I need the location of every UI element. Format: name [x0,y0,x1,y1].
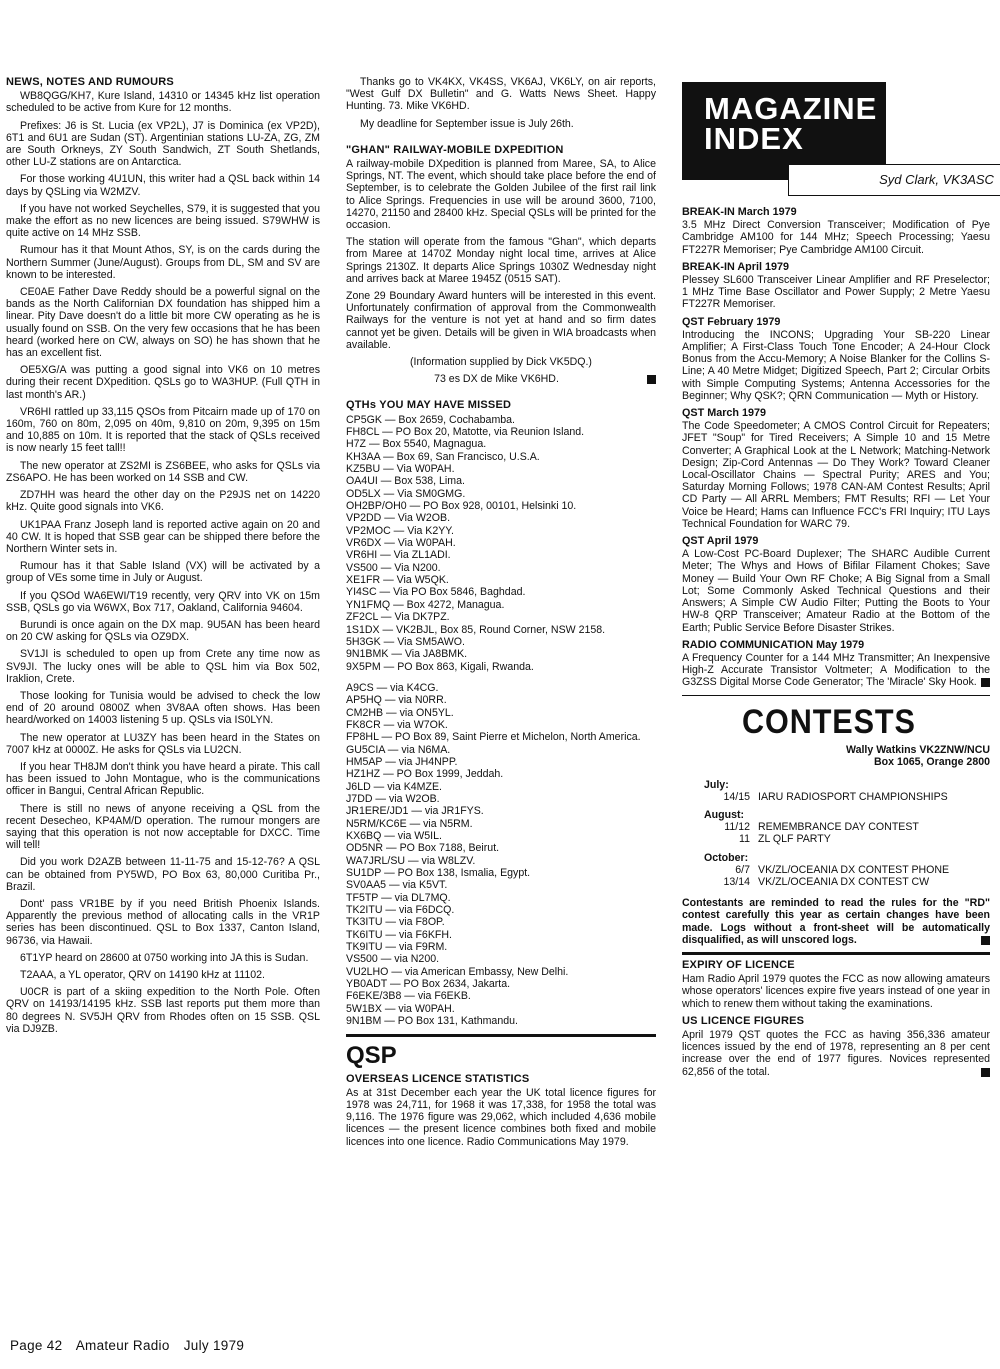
index-entry-heading: BREAK-IN April 1979 [682,260,789,273]
qth-item: YN1FMQ — Box 4272, Managua. [346,598,505,611]
qth-item: F6EKE/3B8 — via F6EKB. [346,990,471,1003]
paragraph: Burundi is once again on the DX map. 9U5AN has been heard on 20 CW asking for QSLs via OZ9DX. [6,618,320,644]
paragraph: 6T1YP heard on 28600 at 0750 working into JA this is Sudan. [20,951,309,964]
index-entry-text: 3.5 MHz Direct Conversion Transceiver; Modification of Pye Cambridge AM100 for 144 MHz; Speech Processing; Yaesu FT227R Memoriser; Pye Cambridge AM100 Circuit. [682,219,990,256]
contest-note: Contestants are reminded to read the rules for the "RD" contest carefully this year as certain changes have been made. Logs without a front-sheet will be automatically disqualified, as will unscored logs. [682,897,990,946]
qth-item: ZF2CL — Via DK7PZ. [346,611,450,624]
paragraph: Thanks go to VK4KX, VK4SS, VK6AJ, VK6LY, on air reports, "West Gulf DX Bulletin" and G. Watts News Sheet. Happy Hunting. 73. Mike VK6HD. [346,76,656,113]
qth-item: J7DD — via W2OB. [346,792,440,805]
paragraph: Those looking for Tunisia would be advised to check the low end of 20 around 0800Z when 3V8AA often shows. Has been heard/worked on 14003 listening 5 up. QSLs via IS0LYN. [6,689,320,727]
qth-item: OH2BP/OH0 — PO Box 928, 00101, Helsinki 10. [346,500,577,513]
index-entry-heading: RADIO COMMUNICATION May 1979 [682,638,865,651]
contest-row [704,833,990,845]
paragraph: VR6HI rattled up 33,115 QSOs from Pitcairn made up of 170 on 160m, 760 on 80m, 2,095 on 40m, 9,810 on 20m, 9,395 on 15m and 10,885 on 10m. It is reported that the stack of QSLs received is now nearly 15 feet tall!! [6,405,320,455]
mag-title-line-2: INDEX [704,121,804,156]
qth-item: KZ5BU — Via W0PAH. [346,463,455,476]
qth-item: JR1ERE/JD1 — via JR1FYS. [346,805,484,818]
paragraph: Dont' pass VR1BE by if you need British Phoenix Islands. Apparently the previous method of allocating calls in the VR1P series has been discontinued. QSL to Box 1337, Canton Island, 96736, via Hawaii. [6,897,320,947]
footer-page: Page 42 [10,1338,63,1353]
qth-item: 1S1DX — VK2BJL, Box 85, Round Corner, NSW 2158. [346,623,606,636]
paragraph: Rumour has it that Sable Island (VX) will be activated by a group of VEs some time in July or August. [6,560,320,585]
qth-item: VP2DD — Via W2OB. [346,512,451,525]
contest-row [704,864,990,876]
contest-name: VK/ZL/OCEANIA DX CONTEST PHONE [758,863,950,876]
paragraph: ZD7HH was heard the other day on the P29JS net on 14220 kHz. Quite good signals into VK6. [6,489,320,514]
qth-list-1 [346,414,656,673]
end-mark-icon [981,936,990,945]
qth-item: N5RM/KC6E — via N5RM. [346,817,473,830]
paragraph: CE0AE Father Dave Reddy should be a powerful signal on the bands as the North Californian DX foundation has shipped him a linear. Pity Dave doesn't do a little bit more CW operating as he is usually found on SSB. On the very few occasions that he has been heard (worked here on CW, always on SO) he has shown that he has an excellent fist. [6,286,320,360]
contest-date: 11/12 [724,821,750,834]
qth-item: FP8HL — PO Box 89, Saint Pierre et Michelon, North America. [346,731,641,744]
qth-item: OA4UI — Box 538, Lima. [346,475,465,488]
paragraph: A railway-mobile DXpedition is planned from Maree, SA, to Alice Springs, NT. The event, which should take place before the end of September, is to celebrate the Golden Jubilee of the first rail link to Alice Springs. Frequencies in use will be around 3600, 7100, 14270, 21150 and 28400 kHz. Special QSLs will be printed for the occasion. [346,158,656,232]
qth-item: H7Z — Box 5540, Magnagua. [346,438,487,451]
qth-item: 9X5PM — PO Box 863, Kigali, Rwanda. [346,660,534,673]
paragraph: WB8QGG/KH7, Kure Island, 14310 or 14345 kHz list operation scheduled to be active from Kure for 12 months. [6,90,320,115]
index-entry-text: A Low-Cost PC-Board Duplexer; The SHARC Audible Current Meter; The Whys and Hows of Bifilar Filament Chokes; Save Money — Build Your Own RF Choke; A Big Signal from a Small Lot; Some Commonly Asked Technical Questions and their Answers; A Simple CW Audio Filter; Putting the Boots to Your HW-8 QRP Transceiver; Amateur Radio at the Bottom of the Earth; Public Service Before Disaster Strikes. [682,548,990,634]
qth-item: A9CS — via K4CG. [346,681,439,694]
info-line: (Information supplied by Dick VK5DQ.) [410,356,592,369]
qth-item: TF5TP — via DL7MQ. [346,891,451,904]
column-dx [346,76,656,1153]
news-paragraphs [6,90,320,1035]
qth-item: YI4SC — Via PO Box 5846, Baghdad. [346,586,526,599]
column-index [682,76,994,1083]
qth-item: FK8CR — via W7OK. [346,718,448,731]
contest-row [704,821,990,833]
signoff: 73 es DX de Mike VK6HD. [346,373,656,385]
qth-item: FH8CL — PO Box 20, Matotte, via Reunion Island. [346,426,585,439]
index-entry-text: The Code Speedometer; A CMOS Control Circuit for Repeaters; JFET "Soup" for Tired Receivers; A Simple 10 and 15 Metre Converter; A Graphical Look at the L Network; Matching-Network Design; Zip-Cord Antennas — Do They Work? Toward Cleaner Local-Oscillator Chains — Spectral Purity; ARES and You; Saturday Morning Follows; 1978 CAN-AM Contest Results; April CD Party — All ARRL Members; FMT Results; RFI — Let Your Voice be Heard; Hams can Influence FCC's FRI Inquiry; ITU Lays Technical Foundation for WARC 79. [682,420,990,530]
contest-name: REMEMBRANCE DAY CONTEST [758,821,919,834]
qth-item: VS500 — Via N200. [346,561,441,574]
paragraph: Zone 29 Boundary Award hunters will be interested in this event. Unfortunately confirmation of approval from the Commonwealth Railways for the venture is not yet at hand and so firm dates cannot yet be given. Details will be given in WIA broadcasts when available. [346,290,656,351]
footer-issue: July 1979 [183,1338,245,1353]
index-entry-text: A Frequency Counter for a 144 MHz Transmitter; An Inexpensive High-Z Accurate Transistor Voltmeter; A Modification to the G3ZSS Digital Morse Code Generator; The 'Miracle' Sky Hook. [682,651,990,689]
qth-list-2 [346,682,656,1028]
paragraph: T2AAA, a YL operator, QRV on 14190 kHz at 11102. [20,969,265,981]
qth-item: KH3AA — Box 69, San Francisco, U.S.A. [346,450,540,463]
contest-name: VK/ZL/OCEANIA DX CONTEST CW [758,875,930,888]
news-heading: NEWS, NOTES AND RUMOURS [6,76,174,88]
paragraph: If you hear TH8JM don't think you have heard a pirate. This call has been issued to John Montague, who is the communications officer in Bangui, Central African Republic. [6,760,320,798]
paragraph: The new operator at LU3ZY has been heard in the States on 7007 kHz at 0000Z. He asks for QSLs via LU2CN. [6,731,320,756]
expiry-heading: EXPIRY OF LICENCE [682,958,795,971]
qsp-title: QSP [346,1041,397,1069]
qth-item: TK2ITU — via F6DCQ. [346,904,455,917]
paragraph: My deadline for September issue is July 26th. [360,117,574,130]
paragraph: Prefixes: J6 is St. Lucia (ex VP2L), J7 is Dominica (ex VP2D), 6T1 and 6U1 are Sudan (ST). Argentinian stations LU-ZA, ZG, ZM are South Orkneys, ZY South Sandwich, ZT South Shetlands, other LU-Z stations are on Antarctica. [6,119,320,169]
qth-item: SU1DP — PO Box 138, Ismalia, Egypt. [346,867,531,880]
qth-item: 9N1BMK — Via JA8BMK. [346,648,468,661]
contest-name: ZL QLF PARTY [758,833,831,846]
paragraph: SV1JI is scheduled to open up from Crete any time now as SV9JI. The lucky ones will be able to QSL him via Box 502, Iraklion, Crete. [6,648,320,685]
qth-item: 5W1BX — via W0PAH. [346,1002,455,1015]
qth-item: WA7JRL/SU — via W8LZV. [346,854,476,867]
ghan-heading: "GHAN" RAILWAY-MOBILE DXPEDITION [346,143,564,156]
contest-schedule [682,779,990,889]
index-entry-text: Introducing the INCONS; Upgrading Your SB-220 Linear Amplifier; A First-Class Touch Tone Encoder; A 24-Hour Clock Bonus from the Accu-Memory; A Noise Blanker for the Collins S-Line; A 40 Metre Midget; Digitized Speech, Part 2; Circular Orbits with Simple Computing Systems; Antenna Accessories for the Beginner; Why QSK?; QRN Communication — Myth or History. [682,328,990,402]
ghan-paragraphs [346,158,656,351]
qth-item: HM5AP — via JH4NPP. [346,755,458,768]
index-entry-heading: BREAK-IN March 1979 [682,206,797,218]
contest-month: October: [704,851,749,864]
qth-item: VR6DX — Via W0PAH. [346,537,456,550]
qth-item: VP2MOC — Via K2YY. [346,524,454,537]
index-entry-heading: QST April 1979 [682,535,759,548]
paragraph: Did you work D2AZB between 11-11-75 and 15-12-76? A QSL can be obtained from PY5WD, PO Box 63, 80,000 Curitiba Pr., Brazil. [6,856,320,893]
contests-author-name: Wally Watkins VK2ZNW/NCU [845,743,990,756]
index-entry-heading: QST February 1979 [682,315,781,328]
contest-month: August: [704,808,745,821]
column-news [6,76,320,1040]
index-entry-text: Plessey SL600 Transceiver Linear Amplifier and RF Preselector; 1 MHz Time Base Oscillator and Power Supply; 2 Metre Yaesu FT227R Memoriser. [682,274,990,311]
qth-item: VR6HI — Via ZL1ADI. [346,549,451,562]
expiry-text: Ham Radio April 1979 quotes the FCC as now allowing amateurs whose operators' licences expire five years instead of one year in which to renew them without taking the examinations. [682,973,990,1010]
paragraph: There is still no news of anyone receiving a QSL from the recent Desecheo, KP4AM/D operation. The rumour mongers are saying that this operation is not now acceptable for DXCC. Time will tell! [6,802,320,852]
paragraph: For those working 4U1UN, this writer had a QSL back within 14 days by QSLing via W2MZV. [6,173,320,198]
contest-row [704,791,990,803]
qth-heading: QTHs YOU MAY HAVE MISSED [346,399,512,412]
paragraph: U0CR is part of a skiing expedition to the North Pole. Often QRV on 14193/14195 kHz. SSB last reports put them more than 80 degrees N. SV5JH QRV from Rhodes often on 15 SSB. QSL via DJ9ZB. [6,986,320,1035]
qth-item: J6LD — via K4MZE. [346,780,442,793]
paragraph: UK1PAA Franz Joseph land is reported active again on 20 and 40 CW. It is hoped that SSB gear can be shipped there before the Northern Winter sets in. [6,518,320,555]
paragraph: The new operator at ZS2MI is ZS6BEE, who asks for QSLs via ZS6APO. He has been worked on 14 SSB and CW. [6,459,320,484]
index-entries [682,206,990,689]
end-mark-icon [981,678,990,687]
qth-item: HZ1HZ — PO Box 1999, Jeddah. [346,768,504,781]
paragraph: The station will operate from the famous "Ghan", which departs from Maree at 1470Z Monday night local time, arrives at Alice Springs 2130Z. It departs Alice Springs 1030Z Wednesday night and arrives back at Maree 1945Z (0515 SAT). [346,236,656,285]
qth-item: SV0AA5 — via K5VT. [346,879,448,892]
qth-item: CM2HB — via ON5YL. [346,706,454,719]
contest-month: July: [704,778,729,791]
paragraph: If you QSOd WA6EWI/T19 recently, very QRV into VK on 15m SSB, QSLs go via W6WX, Box 717, Oakland, California 94604. [6,589,320,614]
qth-item: AP5HQ — via N0RR. [346,694,447,707]
qth-item: TK6ITU — via F6KFH. [346,928,452,941]
qth-item: TK9ITU — via F9RM. [346,941,448,954]
contest-name: IARU RADIOSPORT CHAMPIONSHIPS [758,790,948,803]
paragraph: OE5XG/A was putting a good signal into VK6 on 10 metres during their recent DXpedition. QSLs go to WA3HUP. (Full QTH in last month's AR.) [6,364,320,401]
paragraph: If you have not worked Seychelles, S79, it is suggested that you make the effort as no new licences are being issued. S79WHW is quite active on 14 MHz SSB. [6,202,320,240]
contest-date: 11 [739,833,750,846]
qsp-heading: OVERSEAS LICENCE STATISTICS [346,1072,530,1085]
qth-item: XE1FR — Via W5QK. [346,574,449,587]
contest-date: 6/7 [735,863,750,876]
paragraph: Rumour has it that Mount Athos, SY, is on the cards during the Northern Summer (June/August). Groups from DL, SM and SV are known to be interested. [6,244,320,281]
index-entry-heading: QST March 1979 [682,407,767,420]
us-text: April 1979 QST quotes the FCC as having 356,336 amateur licences issued by the end of 1978, representing an 8 per cent increase over the end of 1977 figures. Novices represented 62,856 of the total. [682,1028,990,1078]
footer-magazine: Amateur Radio [75,1338,170,1353]
qth-item: CP5GK — Box 2659, Cochabamba. [346,413,516,426]
qth-item: TK3ITU — via F8OP. [346,916,445,929]
magazine-index-author: Syd Clark, VK3ASC [788,164,1000,196]
qth-item: KX6BQ — via W5IL. [346,830,442,843]
qth-item: OD5LX — Via SM0GMG. [346,487,466,500]
contests-author-address: Box 1065, Orange 2800 [873,756,990,769]
mag-title-line-1: MAGAZINE [704,91,878,126]
page-footer [10,1338,254,1353]
qth-item: VS500 — via N200. [346,953,440,966]
qth-item: 9N1BM — PO Box 131, Kathmandu. [346,1015,518,1028]
end-mark-icon [647,375,656,384]
qsp-paragraph: As at 31st December each year the UK total licence figures for 1978 was 24,711, for 1968 it was 17,338, for 1958 the total was 9,116. The 1976 figure was 29,062, which included 4,636 mobile licences — the present licence combines both fixed and mobile licences into one licence. Radio Communications May 1979. [346,1086,656,1148]
us-heading: US LICENCE FIGURES [682,1014,805,1027]
qth-item: GU5CIA — via N6MA. [346,743,451,756]
qth-item: 5H3GK — Via SM5AWO. [346,635,465,648]
contest-row [704,876,990,888]
end-mark-icon [981,1068,990,1077]
contests-title: CONTESTS [742,702,916,741]
contest-date: 14/15 [723,790,750,803]
qth-item: YB0ADT — PO Box 2634, Jakarta. [346,978,511,991]
contests-author [682,744,990,769]
contest-date: 13/14 [723,875,750,888]
qth-item: OD5NR — PO Box 7188, Beirut. [346,842,500,855]
intro-paragraphs [346,76,656,130]
qth-item: VU2LHO — via American Embassy, New Delhi. [346,965,569,978]
